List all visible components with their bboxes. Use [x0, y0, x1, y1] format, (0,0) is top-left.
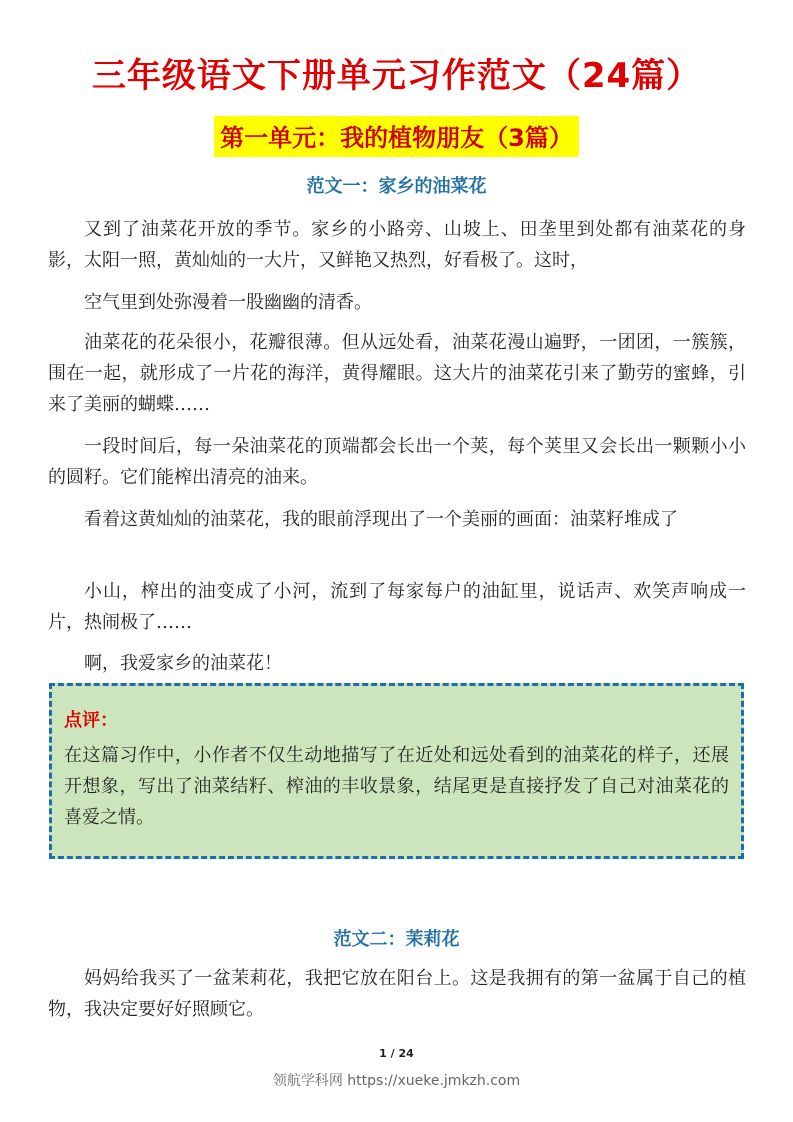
- essay1-paragraph-3: 油菜花的花朵很小，花瓣很薄。但从远处看，油菜花漫山遍野，一团团，一簇簇，围在一起，就形成了一片花的海洋，黄得耀眼。这大片的油菜花引来了勤劳的蜜蜂，引来了美丽的蝴蝶……: [48, 332, 746, 415]
- essay2-paragraph-1: 妈妈给我买了一盆茉莉花，我把它放在阳台上。这是我拥有的第一盆属于自己的植物，我决定要好好照顾它。: [48, 968, 746, 1020]
- essay2-title: 范文二：茉莉花: [333, 929, 460, 950]
- unit-heading: [0, 116, 793, 157]
- comment-label: 点评：: [64, 710, 118, 731]
- comment-box: [49, 683, 744, 859]
- footer-watermark: 领航学科网 https://xueke.jmkzh.com: [272, 1073, 521, 1089]
- comment-text: 在这篇习作中，小作者不仅生动地描写了在近处和远处看到的油菜花的样子，还展开想象，写出了油菜结籽、榨油的丰收景象，结尾更是直接抒发了自己对油菜花的喜爱之情。: [64, 745, 729, 828]
- essay1-title: 范文一：家乡的油菜花: [306, 176, 487, 197]
- essay1-paragraph-5: 看着这黄灿灿的油菜花，我的眼前浮现出了一个美丽的画面：油菜籽堆成了: [84, 509, 678, 530]
- document-title: 三年级语文下册单元习作范文（24篇）: [91, 56, 702, 96]
- unit-title: 第一单元：我的植物朋友（3篇）: [214, 116, 579, 157]
- essay1-paragraph-6: 小山，榨出的油变成了小河，流到了每家每户的油缸里，说话声、欢笑声响成一片，热闹极了……: [48, 581, 746, 633]
- essay1-paragraph-7: 啊，我爱家乡的油菜花！: [84, 653, 282, 674]
- essay1-paragraph-1: 又到了油菜花开放的季节。家乡的小路旁、山坡上、田垄里到处都有油菜花的身影，太阳一照，黄灿灿的一大片，又鲜艳又热烈，好看极了。这时，: [48, 219, 746, 271]
- page-number: 1 / 24: [379, 1047, 414, 1060]
- essay1-paragraph-4: 一段时间后，每一朵油菜花的顶端都会长出一个荚，每个荚里又会长出一颗颗小小的圆籽。它们能榨出清亮的油来。: [48, 436, 746, 488]
- essay1-paragraph-2: 空气里到处弥漫着一股幽幽的清香。: [84, 292, 372, 313]
